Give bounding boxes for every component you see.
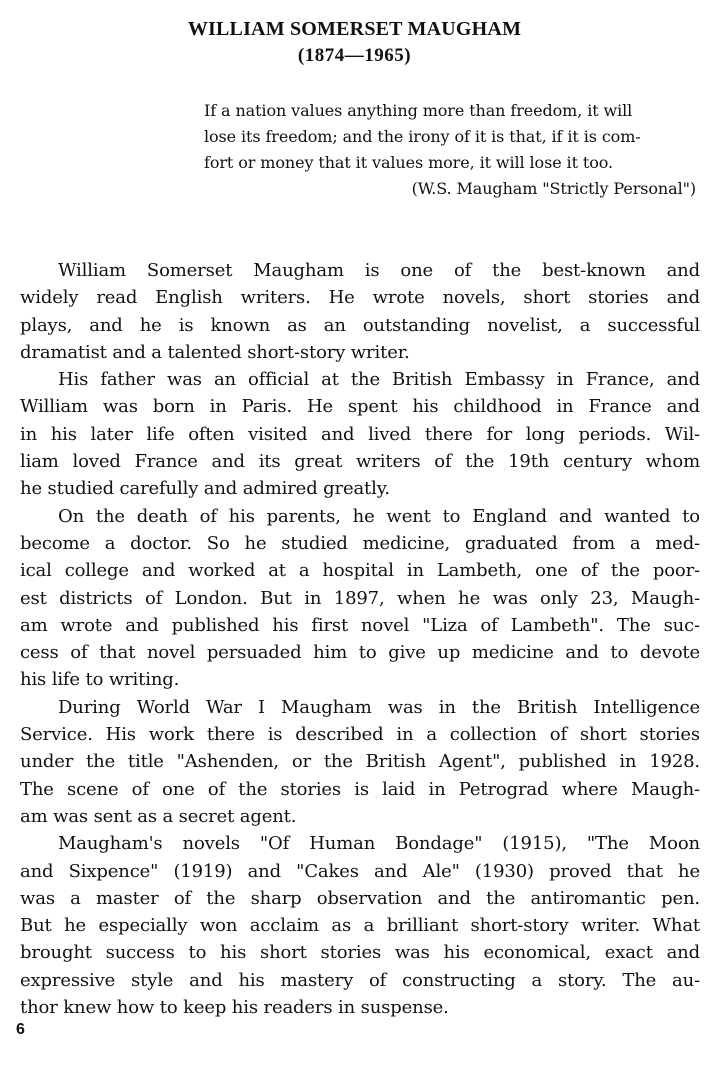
paragraph-line: was a master of the sharp observation and the antiromantic pen. [20, 887, 700, 909]
paragraph-line: he studied carefully and admired greatly. [20, 478, 390, 500]
epigraph-line: fort or money that it values more, it will lose it too. [204, 153, 613, 172]
epigraph-line: lose its freedom; and the irony of it is that, if it is com- [204, 127, 641, 146]
paragraph-line: under the title "Ashenden, or the British Agent", published in 1928. [20, 751, 700, 773]
paragraph-line: But he especially won acclaim as a brilliant short-story writer. What [20, 915, 700, 937]
paragraph-line: The scene of one of the stories is laid in Petrograd where Maugh- [20, 778, 700, 800]
paragraph-line: Service. His work there is described in a collection of short stories [20, 724, 700, 746]
paragraph-line: thor knew how to keep his readers in suspense. [20, 997, 449, 1019]
paragraph-line: est districts of London. But in 1897, when he was only 23, Maugh- [20, 587, 700, 609]
paragraph [20, 503, 700, 694]
epigraph-line: If a nation values anything more than freedom, it will [204, 101, 633, 120]
paragraph-line: expressive style and his mastery of constructing a story. The au- [20, 969, 700, 991]
paragraph [20, 366, 700, 502]
paragraph-line: in his later life often visited and lived there for long periods. Wil- [20, 423, 700, 445]
paragraph-line: William was born in Paris. He spent his childhood in France and [20, 396, 700, 418]
paragraph-line: ical college and worked at a hospital in Lambeth, one of the poor- [20, 560, 700, 582]
paragraph-line: widely read English writers. He wrote novels, short stories and [20, 287, 700, 309]
paragraph-line: On the death of his parents, he went to England and wanted to [58, 505, 700, 527]
paragraph-line: During World War I Maugham was in the British Intelligence [58, 696, 700, 718]
paragraph [20, 830, 700, 1021]
page-number: 6 [16, 1021, 25, 1038]
chapter-title: WILLIAM SOMERSET MAUGHAM [187, 18, 522, 40]
author-years: (1874—1965) [297, 45, 412, 66]
epigraph-source: (W.S. Maugham "Strictly Personal") [411, 179, 696, 198]
paragraph-line: become a doctor. So he studied medicine, graduated from a med- [20, 532, 700, 554]
paragraph-line: am wrote and published his first novel "Liza of Lambeth". The suc- [20, 614, 700, 636]
paragraph-line: liam loved France and its great writers of the 19th century whom [20, 451, 700, 473]
paragraph-line: dramatist and a talented short-story writer. [20, 341, 410, 363]
paragraph-line: His father was an official at the British Embassy in France, and [58, 369, 700, 391]
paragraph-line: am was sent as a secret agent. [20, 805, 297, 827]
epigraph [204, 98, 696, 202]
biography-text [20, 257, 700, 1021]
paragraph [20, 257, 700, 366]
paragraph-line: William Somerset Maugham is one of the best-known and [58, 260, 700, 281]
paragraph-line: plays, and he is known as an outstanding novelist, a successful [20, 314, 700, 336]
paragraph-line: Maugham's novels "Of Human Bondage" (1915), "The Moon [58, 833, 700, 855]
paragraph [20, 694, 700, 830]
paragraph-line: cess of that novel persuaded him to give up medicine and to devote [20, 642, 700, 664]
paragraph-line: brought success to his short stories was his economical, exact and [20, 942, 700, 964]
paragraph-line: his life to writing. [20, 669, 180, 691]
paragraph-line: and Sixpence" (1919) and "Cakes and Ale" (1930) proved that he [20, 860, 700, 882]
